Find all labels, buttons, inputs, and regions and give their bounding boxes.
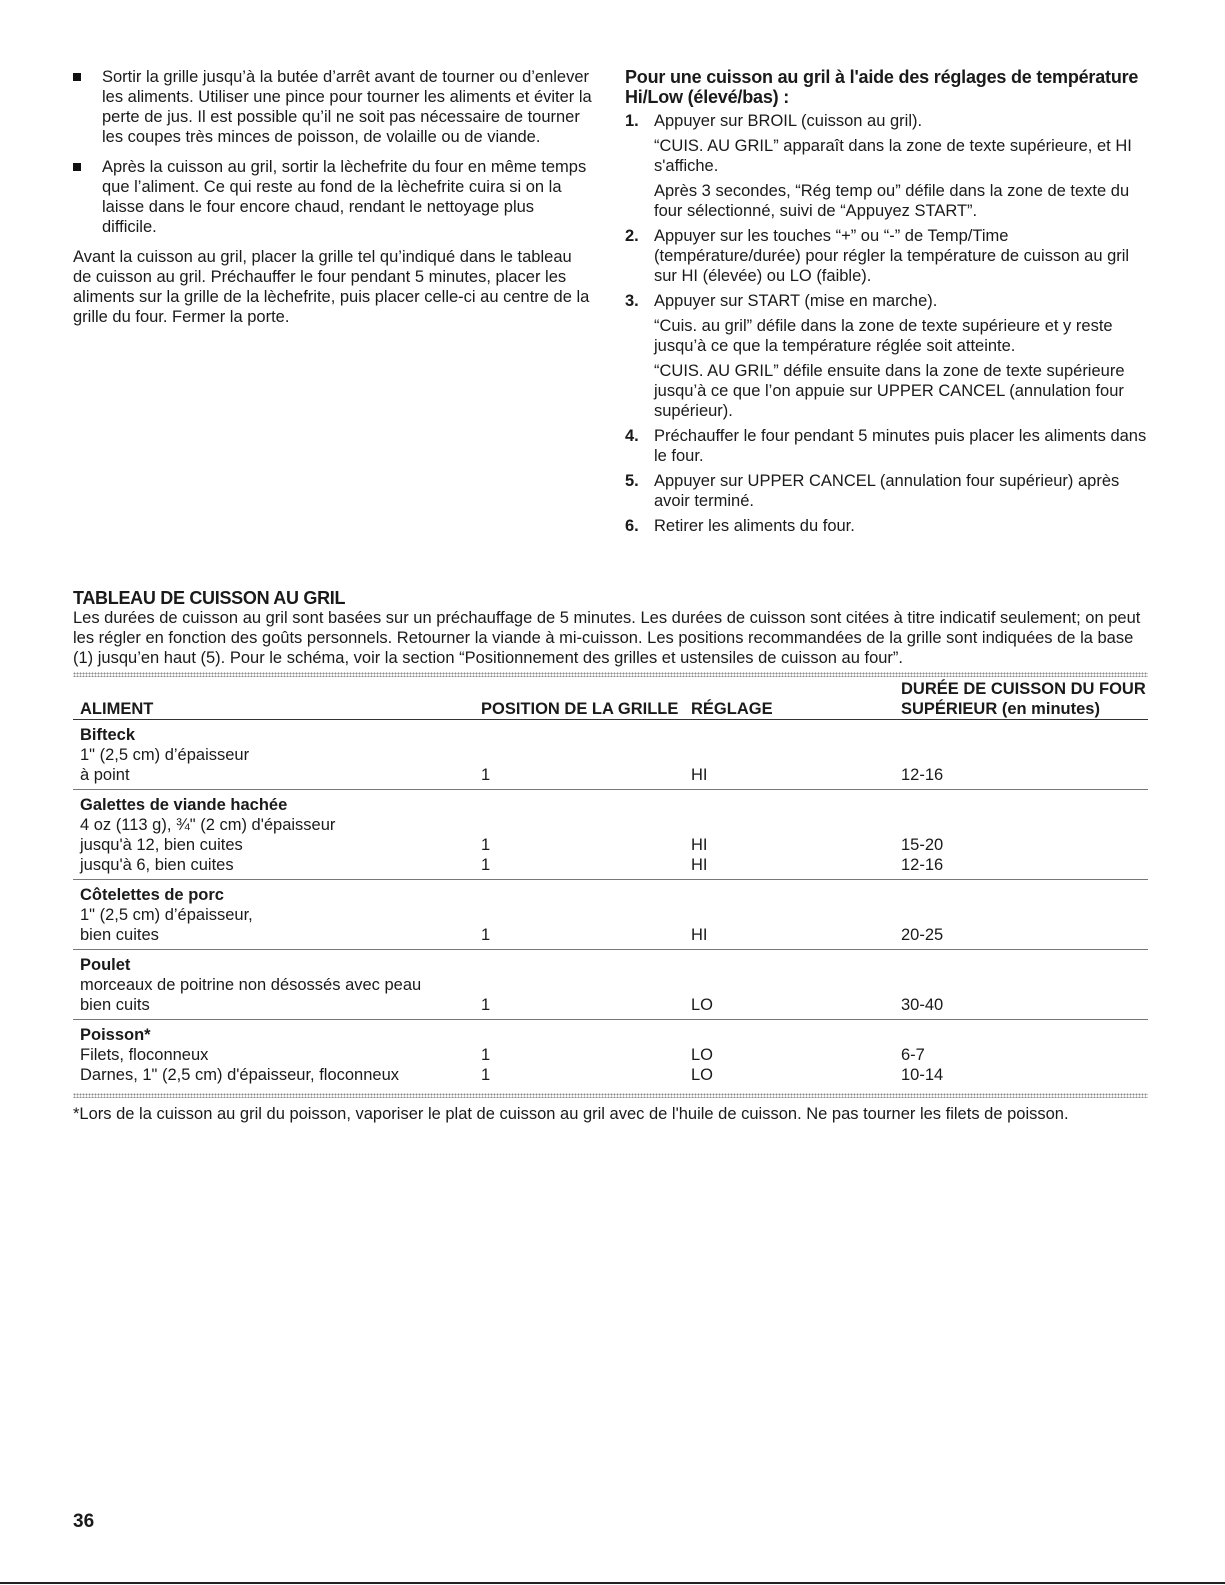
row-setting-cell bbox=[684, 1020, 894, 1090]
row-setting bbox=[691, 975, 894, 995]
row-position: 1 bbox=[481, 926, 491, 944]
row-position bbox=[481, 815, 684, 835]
row-position: 1 bbox=[481, 1066, 491, 1084]
row-time: 6-7 bbox=[901, 1046, 925, 1064]
step-text: Appuyer sur START (mise en marche). bbox=[654, 292, 938, 310]
step-number: 2. bbox=[625, 227, 639, 245]
row-food: Filets, floconneux bbox=[80, 1046, 209, 1064]
step-text: Appuyer sur les touches “+” ou “-” de Temp/Time (température/durée) pour régler la température de cuisson au gril sur HI (élevée) ou LO (faible). bbox=[654, 227, 1130, 285]
row-food-cell bbox=[73, 720, 474, 790]
table-row bbox=[73, 720, 1148, 790]
steps-list bbox=[625, 111, 1155, 536]
dotted-rule bbox=[73, 672, 1148, 677]
list-item bbox=[73, 157, 593, 237]
page-bottom-rule bbox=[0, 1582, 1225, 1584]
table-row bbox=[73, 790, 1148, 880]
row-food: Darnes, 1" (2,5 cm) d'épaisseur, floconneux bbox=[80, 1066, 400, 1084]
right-column bbox=[625, 67, 1155, 541]
row-food: jusqu'à 12, bien cuites bbox=[80, 836, 243, 854]
row-position-cell bbox=[474, 720, 684, 790]
food-name: Galettes de viande hachée bbox=[80, 796, 288, 814]
step-text: Retirer les aliments du four. bbox=[654, 517, 855, 535]
row-position bbox=[481, 905, 684, 925]
row-food-cell bbox=[73, 790, 474, 880]
step-item bbox=[625, 226, 1155, 286]
table-header-row bbox=[73, 679, 1148, 720]
bullet-square-icon bbox=[73, 73, 81, 81]
broil-table bbox=[73, 679, 1148, 1089]
step-item bbox=[625, 516, 1155, 536]
broil-chart-section bbox=[73, 588, 1148, 1124]
row-position: 1 bbox=[481, 996, 491, 1014]
header-food: ALIMENT bbox=[80, 700, 154, 718]
row-setting: HI bbox=[691, 836, 708, 854]
step-note: “CUIS. AU GRIL” défile ensuite dans la zone de texte supérieure jusqu’à ce que l’on appuie sur UPPER CANCEL (annulation four supérieur). bbox=[654, 362, 1125, 420]
dotted-rule bbox=[73, 1093, 1148, 1098]
row-food-cell bbox=[73, 950, 474, 1020]
row-time bbox=[901, 745, 1148, 765]
chart-title: TABLEAU DE CUISSON AU GRIL bbox=[73, 588, 346, 608]
list-item bbox=[73, 67, 593, 147]
row-position bbox=[481, 745, 684, 765]
table-body bbox=[73, 720, 1148, 1090]
row-food: 1" (2,5 cm) d’épaisseur, bbox=[80, 906, 253, 924]
step-item bbox=[625, 111, 1155, 221]
step-item bbox=[625, 426, 1155, 466]
row-position: 1 bbox=[481, 856, 491, 874]
row-time bbox=[901, 975, 1148, 995]
food-name: Bifteck bbox=[80, 726, 136, 744]
row-setting-cell bbox=[684, 720, 894, 790]
step-number: 5. bbox=[625, 472, 639, 490]
row-food: 4 oz (113 g), ¾" (2 cm) d'épaisseur bbox=[80, 816, 336, 834]
step-note: “Cuis. au gril” défile dans la zone de texte supérieure et y reste jusqu’à ce que la température réglée soit atteinte. bbox=[654, 317, 1113, 355]
row-setting: HI bbox=[691, 926, 708, 944]
row-position-cell bbox=[474, 790, 684, 880]
step-number: 1. bbox=[625, 112, 639, 130]
table-row bbox=[73, 880, 1148, 950]
step-note: Après 3 secondes, “Rég temp ou” défile dans la zone de texte du four sélectionné, suivi de “Appuyez START”. bbox=[654, 182, 1130, 220]
step-item bbox=[625, 291, 1155, 421]
row-position: 1 bbox=[481, 836, 491, 854]
header-time: DURÉE DE CUISSON DU FOUR SUPÉRIEUR (en minutes) bbox=[901, 680, 1146, 718]
row-setting: LO bbox=[691, 1046, 714, 1064]
row-setting-cell bbox=[684, 790, 894, 880]
row-time: 10-14 bbox=[901, 1066, 944, 1084]
step-number: 6. bbox=[625, 517, 639, 535]
tips-list bbox=[73, 67, 593, 237]
chart-intro: Les durées de cuisson au gril sont basées sur un préchauffage de 5 minutes. Les durées de cuisson sont citées à titre indicatif seulement; on peut les régler en fonction des goûts personnels. Retourner la viande à mi-cuisson. Les positions recommandées de la grille sont indiquées de la base (1) jusqu’en haut (5). Pour le schéma, voir la section “Positionnement des grilles et ustensiles de cuisson au four”. bbox=[73, 609, 1141, 667]
row-position: 1 bbox=[481, 1046, 491, 1064]
instructions-title: Pour une cuisson au gril à l'aide des réglages de température Hi/Low (élevé/bas) : bbox=[625, 67, 1139, 107]
row-time: 12-16 bbox=[901, 766, 944, 784]
row-time: 15-20 bbox=[901, 836, 944, 854]
row-time bbox=[901, 815, 1148, 835]
row-time-cell bbox=[894, 720, 1148, 790]
row-position bbox=[481, 975, 684, 995]
row-food-cell bbox=[73, 1020, 474, 1090]
food-name: Poulet bbox=[80, 956, 131, 974]
row-setting-cell bbox=[684, 880, 894, 950]
step-number: 4. bbox=[625, 427, 639, 445]
row-setting: HI bbox=[691, 766, 708, 784]
bullet-text: Sortir la grille jusqu’à la butée d’arrêt avant de tourner ou d’enlever les aliments. Utiliser une pince pour tourner les aliments et éviter la perte de jus. Il est possible qu’il ne soit pas nécessaire de tourner les coupes très minces de poisson, de volaille ou de viande. bbox=[102, 68, 592, 146]
row-setting bbox=[691, 905, 894, 925]
step-text: Appuyer sur BROIL (cuisson au gril). bbox=[654, 112, 923, 130]
step-text: Appuyer sur UPPER CANCEL (annulation four supérieur) après avoir terminé. bbox=[654, 472, 1120, 510]
row-food: bien cuites bbox=[80, 926, 159, 944]
row-food: jusqu'à 6, bien cuites bbox=[80, 856, 234, 874]
broil-intro-paragraph: Avant la cuisson au gril, placer la grille tel qu’indiqué dans le tableau de cuisson au gril. Préchauffer le four pendant 5 minutes, placer les aliments sur la grille de la lèchefrite, puis placer celle-ci au centre de la grille du four. Fermer la porte. bbox=[73, 248, 590, 326]
row-time bbox=[901, 905, 1148, 925]
step-note: “CUIS. AU GRIL” apparaît dans la zone de texte supérieure, et HI s'affiche. bbox=[654, 137, 1132, 175]
row-time: 30-40 bbox=[901, 996, 944, 1014]
page-number: 36 bbox=[73, 1511, 95, 1532]
row-time-cell bbox=[894, 790, 1148, 880]
row-position-cell bbox=[474, 950, 684, 1020]
row-setting-cell bbox=[684, 950, 894, 1020]
row-position-cell bbox=[474, 880, 684, 950]
row-food-cell bbox=[73, 880, 474, 950]
row-food: 1" (2,5 cm) d’épaisseur bbox=[80, 746, 250, 764]
row-food: à point bbox=[80, 766, 130, 784]
row-time: 20-25 bbox=[901, 926, 944, 944]
left-column bbox=[73, 67, 593, 327]
row-time-cell bbox=[894, 950, 1148, 1020]
row-setting: HI bbox=[691, 856, 708, 874]
row-time: 12-16 bbox=[901, 856, 944, 874]
bullet-text: Après la cuisson au gril, sortir la lèchefrite du four en même temps que l’aliment. Ce qui reste au fond de la lèchefrite cuira si on la laisse dans le four encore chaud, rendant le nettoyage plus difficile. bbox=[102, 158, 587, 236]
row-setting bbox=[691, 815, 894, 835]
step-item bbox=[625, 471, 1155, 511]
row-time-cell bbox=[894, 1020, 1148, 1090]
table-row bbox=[73, 1020, 1148, 1090]
table-row bbox=[73, 950, 1148, 1020]
row-food: morceaux de poitrine non désossés avec peau bbox=[80, 976, 422, 994]
step-text: Préchauffer le four pendant 5 minutes puis placer les aliments dans le four. bbox=[654, 427, 1147, 465]
row-setting bbox=[691, 745, 894, 765]
row-setting: LO bbox=[691, 1066, 714, 1084]
row-position: 1 bbox=[481, 766, 491, 784]
row-food: bien cuits bbox=[80, 996, 150, 1014]
header-position: POSITION DE LA GRILLE bbox=[481, 700, 679, 718]
row-setting: LO bbox=[691, 996, 714, 1014]
food-name: Poisson* bbox=[80, 1026, 151, 1044]
bullet-square-icon bbox=[73, 163, 81, 171]
footnote: *Lors de la cuisson au gril du poisson, vaporiser le plat de cuisson au gril avec de l'huile de cuisson. Ne pas tourner les filets de poisson. bbox=[73, 1105, 1069, 1123]
food-name: Côtelettes de porc bbox=[80, 886, 224, 904]
step-number: 3. bbox=[625, 292, 639, 310]
row-time-cell bbox=[894, 880, 1148, 950]
header-setting: RÉGLAGE bbox=[691, 700, 773, 718]
row-position-cell bbox=[474, 1020, 684, 1090]
